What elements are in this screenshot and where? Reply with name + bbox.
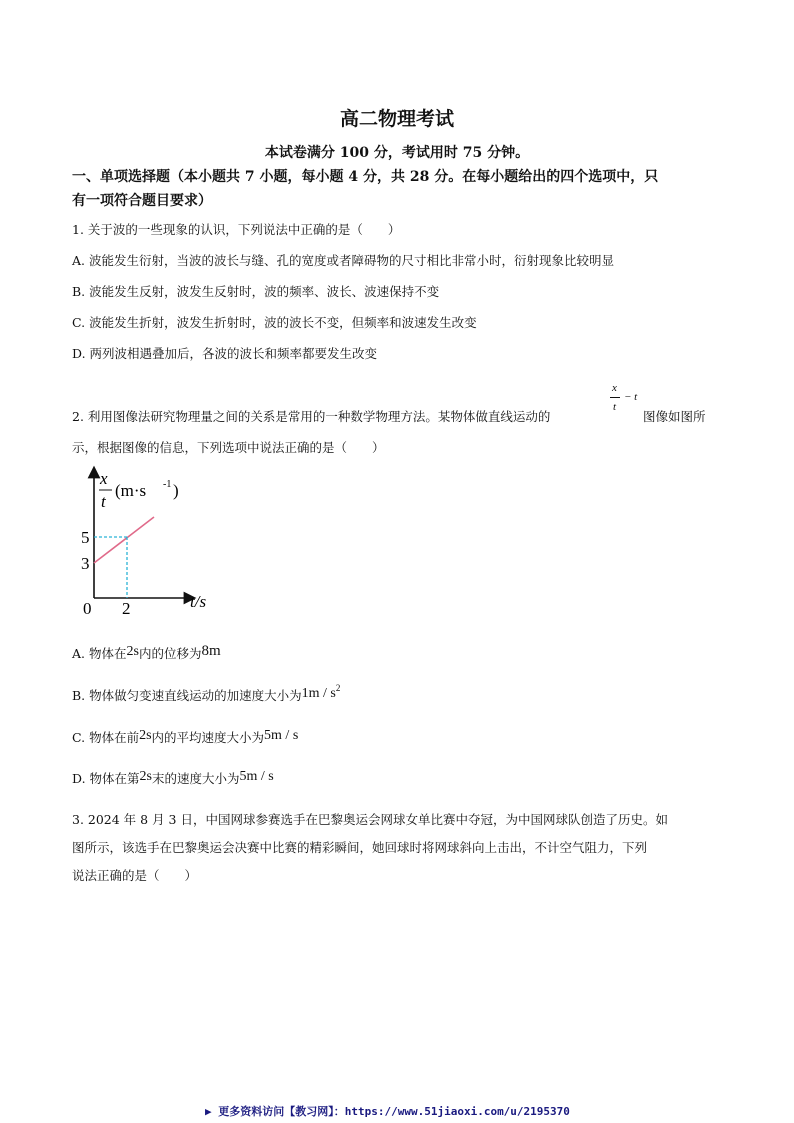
x-over-t-vs-t-graph <box>72 458 232 618</box>
page-title: 高二物理考试 <box>339 108 454 130</box>
section-heading-line1: 一、单项选择题（本小题共 7 小题，每小题 4 分，共 28 分。在每小题给出的四个选项中，只 <box>72 169 659 185</box>
inline-frac-tail: − t <box>624 391 638 403</box>
origin-label: 0 <box>83 599 92 618</box>
question-2-stem-line2: 示，根据图像的信息，下列选项中说法正确的是（ ） <box>72 440 385 455</box>
question-1-stem: 1. 关于波的一些现象的认识，下列说法中正确的是（ ） <box>72 222 401 237</box>
tick-label-x-2: 2 <box>122 599 131 618</box>
question-2-stem-part-a: 2. 利用图像法研究物理量之间的关系是常用的一种数学物理方法。某物体做直线运动的 <box>72 409 551 424</box>
data-line <box>94 517 154 563</box>
question-2-option-d: D. 物体在第2s末的速度大小为5m / s <box>72 769 274 786</box>
question-1-option-c: C. 波能发生折射，波发生折射时，波的波长不变，但频率和波速发生改变 <box>72 315 477 330</box>
question-1-option-d: D. 两列波相遇叠加后，各波的波长和频率都要发生改变 <box>72 346 378 361</box>
question-1-option-b: B. 波能发生反射，波发生反射时，波的频率、波长、波速保持不变 <box>72 284 440 299</box>
y-label-denominator: t <box>101 492 106 511</box>
y-unit: (m·s <box>115 481 147 500</box>
y-unit-close: ) <box>173 481 179 500</box>
question-2-option-b: B. 物体做匀变速直线运动的加速度大小为$1m / s^2$ <box>72 682 341 703</box>
y-unit-exponent: -1 <box>163 479 172 490</box>
y-label-numerator: x <box>100 469 108 488</box>
question-2-option-a: A. 物体在2s内的位移为8m <box>72 643 221 661</box>
exam-subtitle: 本试卷满分 100 分，考试用时 75 分钟。 <box>264 145 530 161</box>
inline-frac-denominator: t <box>613 401 617 413</box>
question-3-line2: 图所示，该选手在巴黎奥运会决赛中比赛的精彩瞬间，她回球时将网球斜向上击出，不计空气阻力，下列 <box>72 840 648 855</box>
inline-frac-bar <box>610 397 620 398</box>
question-3-line1: 3. 2024 年 8 月 3 日，中国网球参赛选手在巴黎奥运会网球女单比赛中夺冠，为中国网球队创造了历史。如 <box>72 812 668 827</box>
section-heading-line2: 有一项符合题目要求） <box>72 193 212 209</box>
tick-label-y-3: 3 <box>81 554 90 573</box>
question-3-line3: 说法正确的是（ ） <box>72 868 198 883</box>
footer-link[interactable]: ▶ 更多资料访问【教习网】：https://www.51jiaoxi.com/u/2195370 <box>205 1105 570 1118</box>
question-1-option-a: A. 波能发生衍射，当波的波长与缝、孔的宽度或者障碍物的尺寸相比非常小时，衍射现象比较明显 <box>72 253 614 268</box>
question-2-option-c: C. 物体在前2s内的平均速度大小为5m / s <box>72 728 299 745</box>
question-2-stem-part-b: 图像如图所 <box>643 409 706 424</box>
inline-frac-numerator: x <box>612 382 617 394</box>
x-axis-label: t/s <box>190 592 207 611</box>
tick-label-y-5: 5 <box>81 528 90 547</box>
